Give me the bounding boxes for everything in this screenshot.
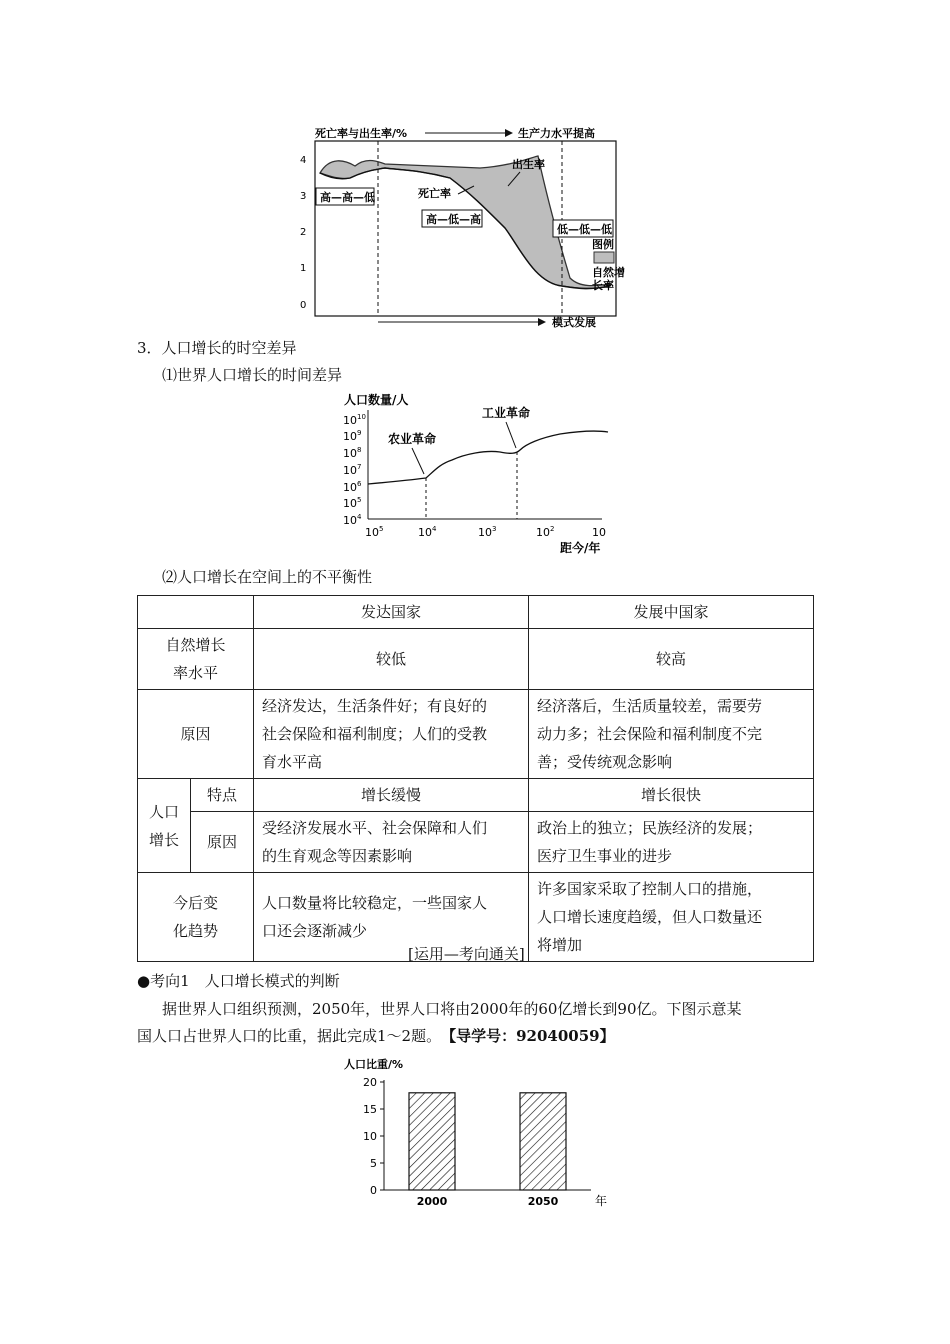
feature-developed: 增长缓慢 <box>254 779 529 812</box>
row-header-line: 自然增长 <box>165 636 226 654</box>
reason-developed <box>254 690 529 779</box>
fig1-legend-text: 自然增 <box>592 266 625 279</box>
bar-chart-y-tick-label: 15 <box>363 1103 377 1116</box>
bar-chart-y-tick-label: 10 <box>363 1130 377 1143</box>
trend-developing <box>529 873 814 962</box>
natural-developing: 较高 <box>529 629 814 690</box>
bar-chart-plot <box>363 1076 591 1208</box>
fig1-legend-title: 图例 <box>592 238 614 251</box>
death-rate-label: 死亡率 <box>418 187 451 200</box>
fig1-ytick: 0 <box>300 300 307 311</box>
practice-header: [运用—考向通关] <box>408 945 525 963</box>
table-row <box>138 629 814 690</box>
comparison-table <box>137 595 814 962</box>
row-header-growth <box>138 779 191 873</box>
bar-chart-y-tick-label: 5 <box>370 1157 377 1170</box>
fig2-ytick: $10^9$ <box>343 429 362 443</box>
row-header-reason: 原因 <box>138 690 254 779</box>
fig1-top-label: 生产力水平提高 <box>518 127 595 140</box>
growth-reason-developing <box>529 812 814 873</box>
row-header-natural <box>138 629 254 690</box>
fig2-xtick: 10 <box>592 526 606 539</box>
sub-header-feature: 特点 <box>191 779 254 812</box>
fig2-ytick: $10^7$ <box>343 463 362 477</box>
row-header-line: 今后变 <box>172 894 218 912</box>
cell-line: 育水平高 <box>262 753 323 771</box>
cell-line: 经济发达，生活条件好；有良好的 <box>262 697 488 715</box>
natural-developed: 较低 <box>254 629 529 690</box>
bar-chart-bar <box>520 1093 566 1190</box>
fig2-xtick: $10^5$ <box>365 525 384 539</box>
cell-line: 受经济发展水平、社会保障和人们 <box>262 819 488 837</box>
header-developed: 发达国家 <box>254 596 529 629</box>
fig1-bottom-label: 模式发展 <box>552 316 596 329</box>
bar-chart-x-tick-label: 2000 <box>416 1195 448 1208</box>
figure-transition-model <box>290 118 630 330</box>
table-row <box>138 690 814 779</box>
guide-number: 【导学号：92040059】 <box>448 1027 615 1045</box>
reason-developing <box>529 690 814 779</box>
stage-label-2: 高—低—高 <box>426 213 481 226</box>
row-header-trend <box>138 873 254 962</box>
bar-chart-ylabel: 人口比重/% <box>344 1058 404 1071</box>
ind-pointer <box>506 422 516 448</box>
fig2-y-title: 人口数量/人 <box>344 393 409 407</box>
fig2-ytick: $10^8$ <box>343 446 362 460</box>
fig2-ytick: $10^{10}$ <box>343 413 366 427</box>
agri-pointer <box>412 448 424 474</box>
agri-label: 农业革命 <box>388 432 437 446</box>
table-corner-cell <box>138 596 254 629</box>
fig2-ytick: $10^5$ <box>343 496 362 510</box>
header-developing: 发展中国家 <box>529 596 814 629</box>
cell-line: 经济落后，生活质量较差，需要劳 <box>537 697 763 715</box>
bar-chart-bar <box>409 1093 455 1190</box>
ind-label: 工业革命 <box>482 406 531 420</box>
section3-title: 3．人口增长的时空差异 <box>137 339 297 357</box>
question-line-2 <box>137 1026 615 1046</box>
cell-line: 善；受传统观念影响 <box>537 753 673 771</box>
cell-line: 人口数量将比较稳定，一些国家人 <box>262 894 488 912</box>
topic-title: ●考向1 人口增长模式的判断 <box>137 972 340 990</box>
cell-line: 口还会逐渐减少 <box>262 922 368 940</box>
cell-line: 许多国家采取了控制人口的措施， <box>537 880 763 898</box>
growth-reason-developed <box>254 812 529 873</box>
birth-rate-label: 出生率 <box>512 158 545 171</box>
feature-developing: 增长很快 <box>529 779 814 812</box>
cell-line: 社会保险和福利制度；人们的受教 <box>262 725 488 743</box>
figure-population-history <box>340 388 630 560</box>
fig2-ytick: $10^4$ <box>343 513 362 527</box>
table-row <box>138 779 814 812</box>
sub2-title: ⑵人口增长在空间上的不平衡性 <box>162 568 373 586</box>
row-header-line: 增长 <box>148 830 179 849</box>
bar-chart-x-tick-label: 2050 <box>527 1195 559 1208</box>
bar-chart-y-tick-label: 20 <box>363 1076 377 1089</box>
fig1-legend-text: 长率 <box>592 279 614 292</box>
cell-line: 将增加 <box>537 936 583 954</box>
fig2-y-tick-labels <box>343 413 366 527</box>
cell-line: 医疗卫生事业的进步 <box>537 847 673 865</box>
cell-line: 的生育观念等因素影响 <box>262 847 413 865</box>
fig2-ytick: $10^6$ <box>343 480 362 494</box>
row-header-line: 人口 <box>148 802 179 821</box>
stage-label-1: 高—高—低 <box>320 191 375 204</box>
fig2-xtick: $10^3$ <box>478 525 497 539</box>
fig1-ytick: 2 <box>300 227 307 238</box>
cell-line: 动力多；社会保险和福利制度不完 <box>537 725 763 743</box>
fig1-ytick: 1 <box>300 263 307 274</box>
question-line-1: 据世界人口组织预测，2050年，世界人口将由2000年的60亿增长到90亿。下图示意某 <box>162 1000 742 1018</box>
fig2-x-title: 距今/年 <box>560 541 601 555</box>
cell-line: 政治上的独立；民族经济的发展； <box>537 819 763 837</box>
table-row <box>138 596 814 629</box>
fig1-y-title: 死亡率与出生率/% <box>315 127 408 140</box>
row-header-line: 率水平 <box>172 664 218 682</box>
bar-chart-xlabel: 年 <box>595 1194 608 1208</box>
question-text: 国人口占世界人口的比重，据此完成1～2题。 <box>137 1027 449 1045</box>
fig2-xtick: $10^4$ <box>418 525 437 539</box>
sub1-title: ⑴世界人口增长的时间差异 <box>162 366 343 384</box>
stage-label-3: 低—低—低 <box>557 223 612 236</box>
table-row <box>138 812 814 873</box>
population-share-chart <box>336 1054 616 1212</box>
fig1-ytick: 3 <box>300 191 307 202</box>
fig2-xtick: $10^2$ <box>536 525 555 539</box>
fig2-x-tick-labels <box>365 525 606 539</box>
fig1-ytick: 4 <box>300 155 307 166</box>
cell-line: 人口增长速度趋缓，但人口数量还 <box>537 908 763 926</box>
bar-chart-y-tick-label: 0 <box>370 1184 377 1197</box>
sub-header-reason: 原因 <box>191 812 254 873</box>
fig1-legend-swatch <box>594 252 614 263</box>
row-header-line: 化趋势 <box>172 922 218 940</box>
